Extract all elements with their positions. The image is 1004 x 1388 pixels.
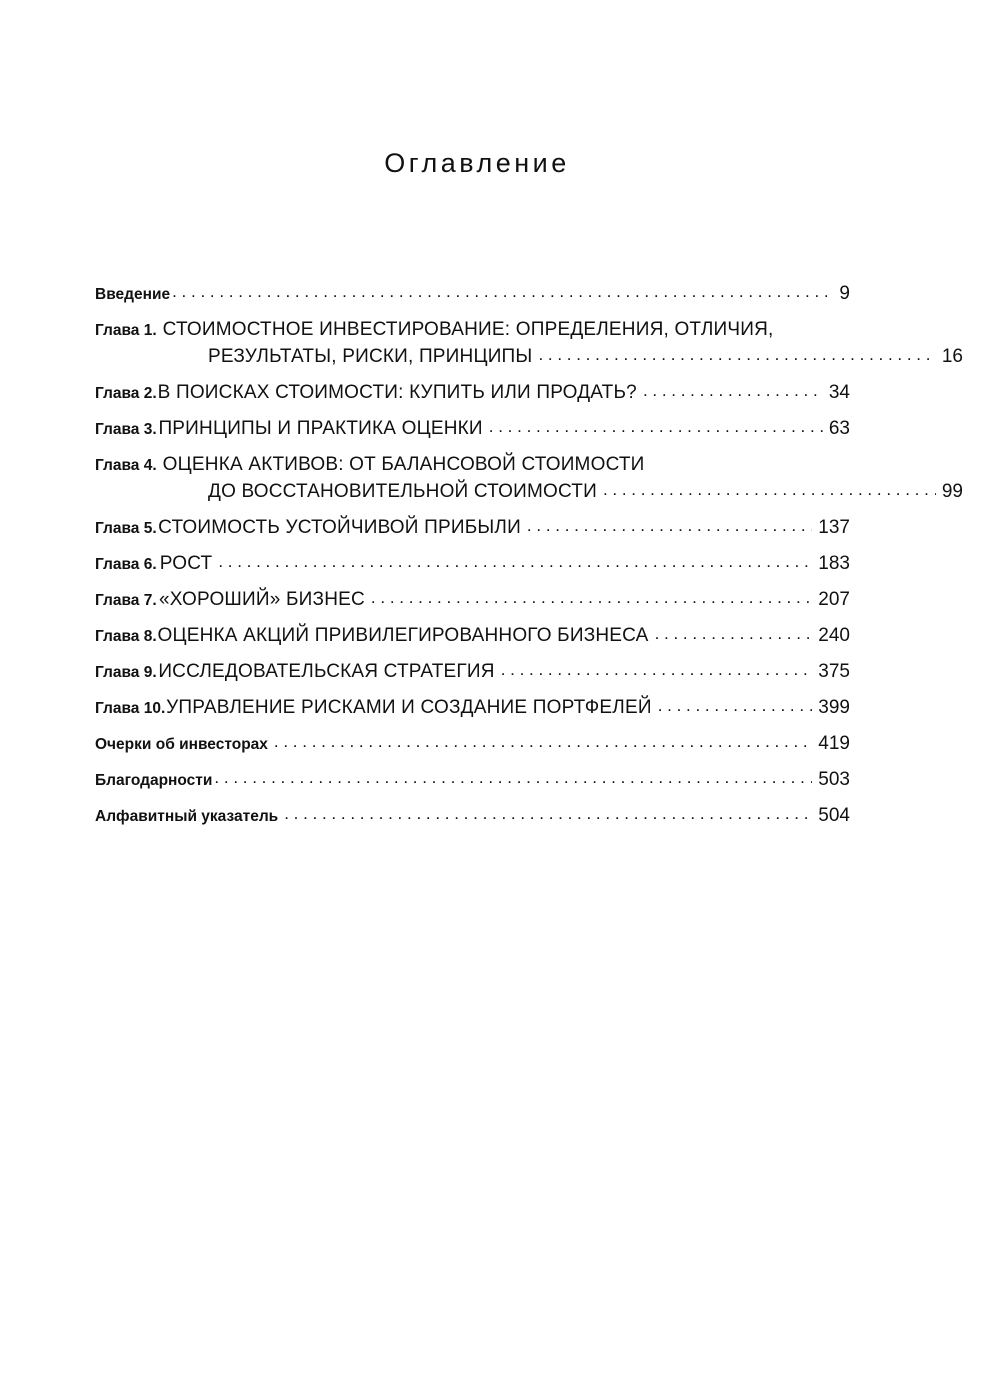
toc-label: Глава 8. [95,628,157,645]
toc-page-number: 63 [828,418,850,439]
toc-label: Благодарности [95,772,213,789]
leader-dots [214,764,812,791]
toc-page-number: 207 [818,589,850,610]
toc-entry-chapter-4[interactable] [95,451,963,505]
toc-page-number: 503 [818,769,850,790]
toc-label: Алфавитный указатель [95,808,279,825]
leader-dots [489,413,823,440]
toc-entry-chapter-8[interactable] [95,622,850,649]
toc-title: СТОИМОСТЬ УСТОЙЧИВОЙ ПРИБЫЛИ [158,517,521,538]
leader-dots [603,476,936,503]
leader-dots [284,800,812,827]
toc-label: Глава 3. [95,421,157,438]
toc-title: ПРИНЦИПЫ И ПРАКТИКА ОЦЕНКИ [158,418,483,439]
leader-dots [218,548,812,575]
toc-title: ИССЛЕДОВАТЕЛЬСКАЯ СТРАТЕГИЯ [158,661,495,682]
toc-page-number: 240 [818,625,850,646]
table-of-contents [95,280,963,829]
toc-title: СТОИМОСТНОЕ ИНВЕСТИРОВАНИЕ: ОПРЕДЕЛЕНИЯ, ОТЛИЧИЯ, [162,319,774,340]
toc-entry-chapter-2[interactable] [95,379,850,406]
leader-dots [527,512,812,539]
toc-entry-chapter-5[interactable] [95,514,850,541]
toc-title: РОСТ [159,553,213,574]
leader-dots [643,377,823,404]
toc-entry-chapter-3[interactable] [95,415,850,442]
toc-label: Глава 6. [95,556,157,573]
leader-dots [658,692,813,719]
toc-page-number: 183 [818,553,850,574]
toc-label: Глава 10. [95,700,166,717]
toc-label: Введение [95,286,171,303]
toc-page-number: 375 [818,661,850,682]
toc-page-number: 9 [839,283,850,304]
leader-dots [655,620,813,647]
toc-title: В ПОИСКАХ СТОИМОСТИ: КУПИТЬ ИЛИ ПРОДАТЬ? [157,382,637,403]
leader-dots [538,341,935,368]
toc-entry-chapter-9[interactable] [95,658,850,685]
toc-page-number: 137 [818,517,850,538]
toc-entry-investor-essays[interactable] [95,730,850,757]
toc-label: Глава 7. [95,592,157,609]
toc-label: Глава 4. [95,457,157,474]
toc-label: Глава 5. [95,520,157,537]
leader-dots [501,656,813,683]
toc-entry-chapter-10[interactable] [95,694,850,721]
toc-entry-acknowledgements[interactable] [95,766,850,793]
toc-label: Глава 2. [95,385,157,402]
toc-label: Глава 9. [95,664,157,681]
leader-dots [371,584,812,611]
toc-entry-chapter-6[interactable] [95,550,850,577]
toc-page-number: 419 [818,733,850,754]
toc-page-number: 16 [941,346,963,367]
leader-dots [172,278,833,305]
toc-entry-chapter-1[interactable] [95,316,963,370]
toc-title: «ХОРОШИЙ» БИЗНЕС [159,589,365,610]
leader-dots [274,728,812,755]
toc-page-number: 34 [828,382,850,403]
toc-title: ОЦЕНКА АКТИВОВ: ОТ БАЛАНСОВОЙ СТОИМОСТИ [162,454,645,475]
toc-title-continued: РЕЗУЛЬТАТЫ, РИСКИ, ПРИНЦИПЫ [208,346,533,367]
toc-title: УПРАВЛЕНИЕ РИСКАМИ И СОЗДАНИЕ ПОРТФЕЛЕЙ [166,697,652,718]
toc-title-continued: ДО ВОССТАНОВИТЕЛЬНОЙ СТОИМОСТИ [208,481,597,502]
toc-label: Глава 1. [95,322,157,339]
toc-entry-chapter-7[interactable] [95,586,850,613]
toc-page-number: 504 [818,805,850,826]
toc-entry-introduction[interactable] [95,280,850,307]
toc-page-number: 99 [941,481,963,502]
toc-title: ОЦЕНКА АКЦИЙ ПРИВИЛЕГИРОВАННОГО БИЗНЕСА [157,625,649,646]
toc-entry-index[interactable] [95,802,850,829]
toc-label: Очерки об инвесторах [95,736,268,753]
toc-page-number: 399 [818,697,850,718]
page-title: Оглавление [384,148,570,178]
